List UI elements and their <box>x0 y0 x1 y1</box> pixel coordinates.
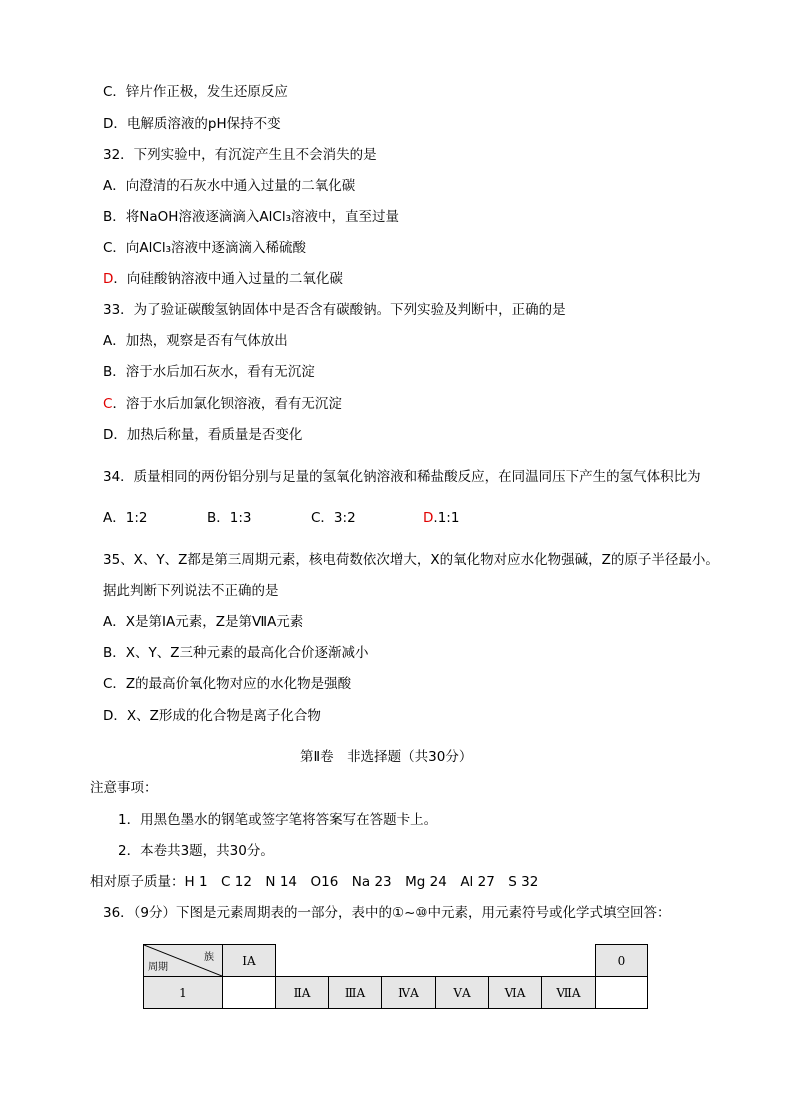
corner-group-label: 族 <box>204 952 214 963</box>
line-text: C．锌片作正极，发生还原反应 <box>103 84 288 100</box>
line-text: 35、X、Y、Z都是第三周期元素，核电荷数依次增大，X的氧化物对应水化物强碱，Z的原子半径最小。 <box>103 552 719 568</box>
line-text: D．电解质溶液的pH保持不变 <box>103 116 281 132</box>
atomic-mass: 相对原子质量：H 1 C 12 N 14 O16 Na 23 Mg 24 Al 27 S 32 <box>90 874 539 890</box>
cell-ia-1 <box>223 977 276 1009</box>
line-text: 32．下列实验中，有沉淀产生且不会消失的是 <box>103 147 377 163</box>
corner-cell <box>144 945 223 977</box>
text-line <box>103 613 303 631</box>
line-text: A．向澄清的石灰水中通入过量的二氧化碳 <box>103 178 356 194</box>
section-title: 第Ⅱ卷 非选择题（共30分） <box>300 749 473 765</box>
period-1-label: 1 <box>144 977 223 1009</box>
text-line <box>103 301 566 319</box>
text-line <box>103 239 306 257</box>
group-header: ⅡA <box>276 977 329 1009</box>
q34-option-a: A．1:2 <box>103 510 148 526</box>
text-line <box>103 270 343 288</box>
group-header: ⅢA <box>329 977 382 1009</box>
text-line <box>103 115 281 133</box>
line-text: ．向硅酸钠溶液中通入过量的二氧化碳 <box>113 271 343 287</box>
group-header: ⅤA <box>436 977 489 1009</box>
text-line <box>103 644 369 662</box>
line-text: D．X、Z形成的化合物是离子化合物 <box>103 708 321 724</box>
text-line <box>103 582 279 600</box>
answer-letter: C <box>103 396 113 412</box>
text-line <box>103 177 355 195</box>
line-text: 34．质量相同的两份铝分别与足量的氢氧化钠溶液和稀盐酸反应，在同温同压下产生的氢气体积比为 <box>103 469 701 485</box>
notes-title: 注意事项： <box>90 780 158 796</box>
question-36: 36．（9分）下图是元素周期表的一部分，表中的①~⑩中元素，用元素符号或化学式填空回答： <box>103 905 671 921</box>
q34-option-b: B．1:3 <box>207 510 252 526</box>
text-line <box>103 332 288 350</box>
note-2: 2．本卷共3题，共30分。 <box>118 843 274 859</box>
text-line <box>103 675 351 693</box>
text-line <box>103 363 315 381</box>
text-line <box>103 426 302 444</box>
text-line <box>103 707 321 725</box>
line-text: 33．为了验证碳酸氢钠固体中是否含有碳酸钠。下列实验及判断中，正确的是 <box>103 302 566 318</box>
group-header: ⅦA <box>542 977 596 1009</box>
group-header: ⅥA <box>489 977 542 1009</box>
q34-option-c: C．3:2 <box>311 510 356 526</box>
line-text: C．向AlCl₃溶液中逐滴滴入稀硫酸 <box>103 240 307 256</box>
cell-0-1 <box>596 977 648 1009</box>
line-text: 据此判断下列说法不正确的是 <box>103 583 279 599</box>
text-line <box>103 395 342 413</box>
line-text: A．加热，观察是否有气体放出 <box>103 333 288 349</box>
note-1: 1．用黑色墨水的钢笔或签字笔将答案写在答题卡上。 <box>118 812 438 828</box>
text-line <box>103 83 288 101</box>
line-text: A．X是第ⅠA元素，Z是第ⅦA元素 <box>103 614 304 630</box>
answer-letter: D <box>103 271 114 287</box>
line-text: D．加热后称量，看质量是否变化 <box>103 427 303 443</box>
line-text: B．X、Y、Z三种元素的最高化合价逐渐减小 <box>103 645 369 661</box>
corner-period-label: 周期 <box>148 962 168 973</box>
group-0-header: 0 <box>596 945 648 977</box>
q34-option-d: .1:1 <box>433 510 460 526</box>
periodic-table-fragment <box>143 944 648 1009</box>
group-ia-header: ⅠA <box>223 945 276 977</box>
text-line <box>103 208 399 226</box>
line-text: B．溶于水后加石灰水，看有无沉淀 <box>103 364 315 380</box>
q34-options <box>103 509 459 527</box>
text-line <box>103 551 719 569</box>
text-line <box>103 468 701 486</box>
q34-option-d-letter: D <box>423 510 434 526</box>
line-text: ．溶于水后加氯化钡溶液，看有无沉淀 <box>112 396 342 412</box>
line-text: B．将NaOH溶液逐滴滴入AlCl₃溶液中，直至过量 <box>103 209 399 225</box>
text-line <box>103 146 377 164</box>
line-text: C．Z的最高价氧化物对应的水化物是强酸 <box>103 676 352 692</box>
group-header: ⅣA <box>382 977 436 1009</box>
